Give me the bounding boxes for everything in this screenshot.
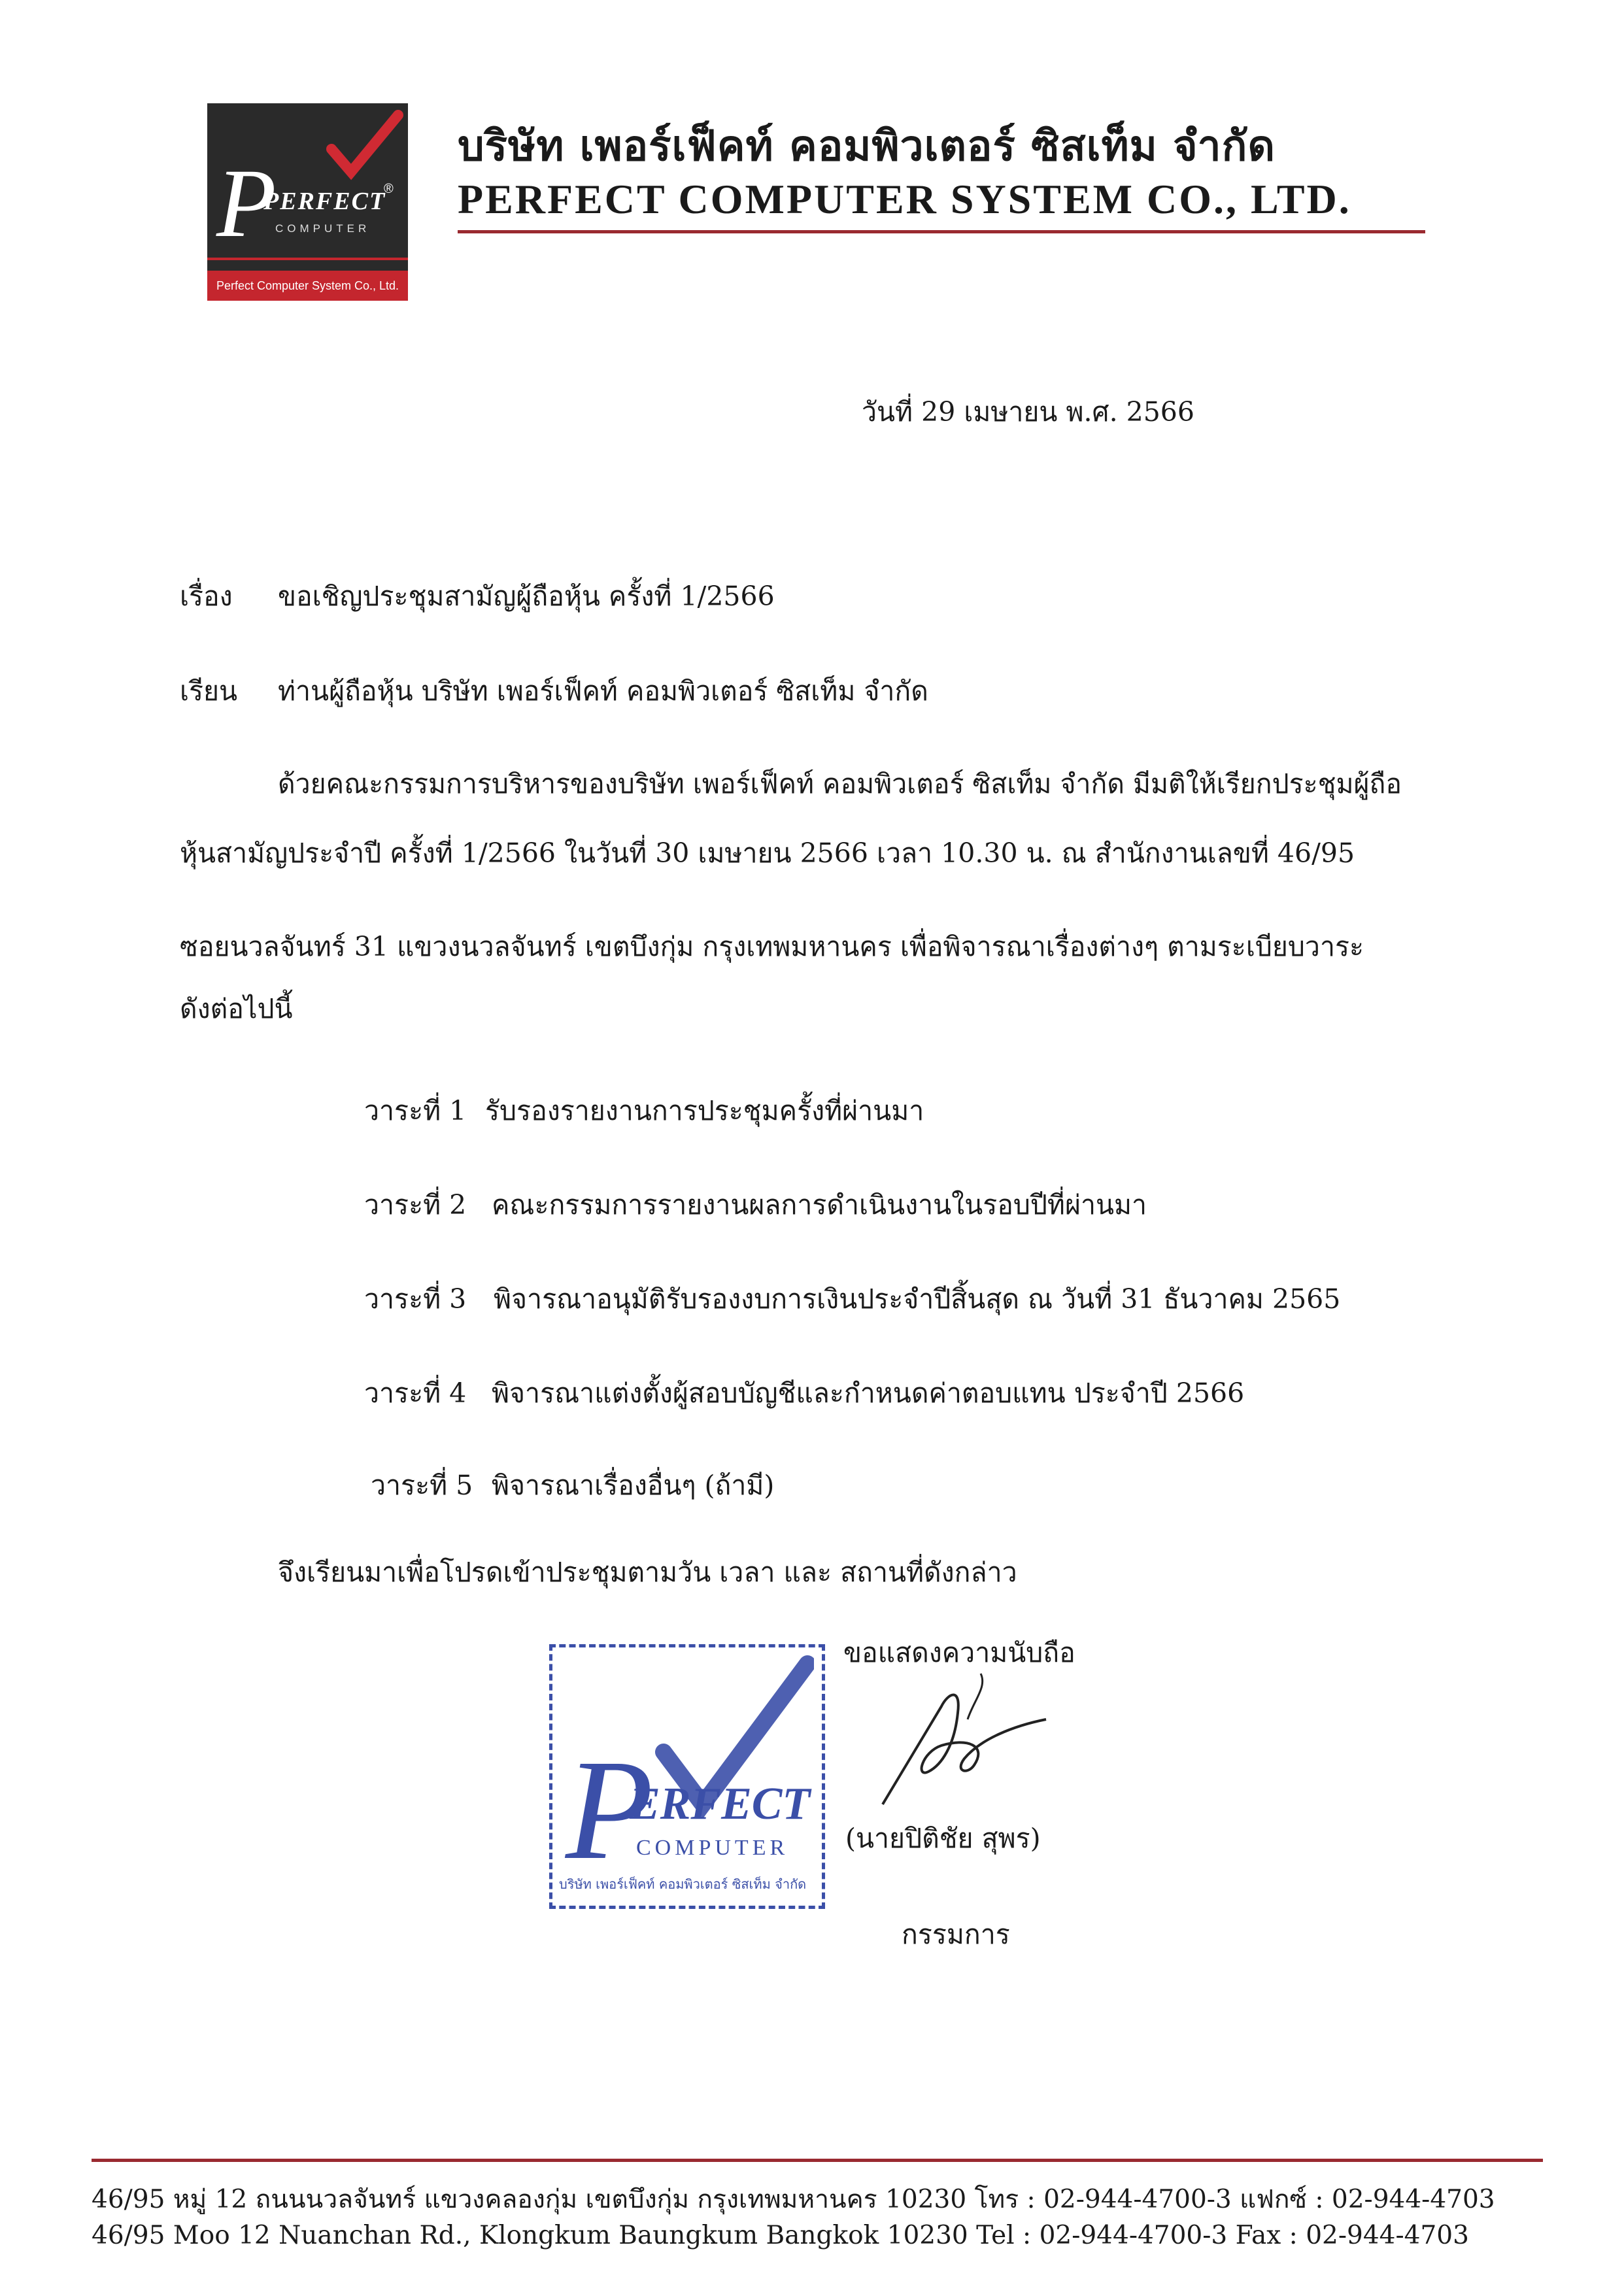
company-name-thai: บริษัท เพอร์เฟ็คท์ คอมพิวเตอร์ ซิสเท็ม จำกัด — [458, 122, 1276, 171]
company-logo: P PERFECT ® COMPUTER Perfect Computer System Co., Ltd. — [207, 103, 408, 301]
subject-label: เรื่อง — [180, 581, 233, 612]
footer-address-english: 46/95 Moo 12 Nuanchan Rd., Klongkum Baungkum Bangkok 10230 Tel : 02-944-4700-3 Fax : 02-944-4703 — [92, 2221, 1469, 2250]
stamp-text: บริษัท เพอร์เฟ็คท์ คอมพิวเตอร์ ซิสเท็ม จำกัด — [559, 1876, 807, 1892]
letter-date: วันที่ 29 เมษายน พ.ศ. 2566 — [862, 396, 1194, 428]
agenda-text: คณะกรรมการรายงานผลการดำเนินงานในรอบปีที่ผ่านมา — [492, 1189, 1147, 1221]
logo-brand: PERFECT — [263, 188, 386, 215]
body-line: ซอยนวลจันทร์ 31 แขวงนวลจันทร์ เขตบึงกุ่ม กรุงเทพมหานคร เพื่อพิจารณาเรื่องต่างๆ ตามระเบียบวาระ — [180, 931, 1364, 962]
agenda-text: พิจารณาอนุมัติรับรองงบการเงินประจำปีสิ้นสุด ณ วันที่ 31 ธันวาคม 2565 — [494, 1283, 1341, 1315]
footer-address-thai: 46/95 หมู่ 12 ถนนนวลจันทร์ แขวงคลองกุ่ม เขตบึงกุ่ม กรุงเทพมหานคร 10230 โทร : 02-944-4700-3 แฟกซ์ : 02-944-4703 — [92, 2185, 1495, 2214]
stamp-brand: ERFECT — [630, 1779, 811, 1829]
agenda-text: พิจารณาแต่งตั้งผู้สอบบัญชีและกำหนดค่าตอบแทน ประจำปี 2566 — [492, 1377, 1245, 1409]
agenda-text: รับรองรายงานการประชุมครั้งที่ผ่านมา — [485, 1095, 924, 1126]
stamp-brand-sub: COMPUTER — [636, 1836, 789, 1860]
logo-brand-sub: COMPUTER — [275, 222, 371, 235]
recipient-label: เรียน — [180, 675, 238, 707]
company-stamp: P ERFECT COMPUTER บริษัท เพอร์เฟ็คท์ คอมพิวเตอร์ ซิสเท็ม จำกัด — [549, 1644, 825, 1909]
agenda-label: วาระที่ 5 — [371, 1470, 473, 1501]
company-name-english: PERFECT COMPUTER SYSTEM CO., LTD. — [458, 176, 1351, 222]
footer-divider — [92, 2159, 1543, 2162]
agenda-label: วาระที่ 3 — [364, 1283, 467, 1315]
recipient-text: ท่านผู้ถือหุ้น บริษัท เพอร์เฟ็คท์ คอมพิวเตอร์ ซิสเท็ม จำกัด — [278, 675, 928, 707]
header-divider — [458, 230, 1425, 233]
signer-title: กรรมการ — [902, 1919, 1010, 1950]
closing-text: จึงเรียนมาเพื่อโปรดเข้าประชุมตามวัน เวลา และ สถานที่ดังกล่าว — [278, 1557, 1017, 1588]
body-line: ดังต่อไปนี้ — [180, 993, 293, 1024]
body-line: หุ้นสามัญประจำปี ครั้งที่ 1/2566 ในวันที่ 30 เมษายน 2566 เวลา 10.30 น. ณ สำนักงานเลขที่ 46/95 — [180, 837, 1355, 869]
agenda-label: วาระที่ 4 — [364, 1377, 467, 1409]
agenda-label: วาระที่ 1 — [364, 1095, 467, 1126]
regards-text: ขอแสดงความนับถือ — [843, 1637, 1075, 1668]
subject-text: ขอเชิญประชุมสามัญผู้ถือหุ้น ครั้งที่ 1/2566 — [278, 581, 775, 612]
signer-name: (นายปิติชัย สุพร) — [845, 1823, 1041, 1854]
agenda-label: วาระที่ 2 — [364, 1189, 467, 1221]
agenda-text: พิจารณาเรื่องอื่นๆ (ถ้ามี) — [492, 1470, 775, 1501]
logo-tagline: Perfect Computer System Co., Ltd. — [207, 271, 408, 301]
signature — [876, 1661, 1085, 1811]
red-checkmark-icon — [325, 110, 403, 182]
registered-mark: ® — [384, 182, 394, 196]
body-line: ด้วยคณะกรรมการบริหารของบริษัท เพอร์เฟ็คท์ คอมพิวเตอร์ ซิสเท็ม จำกัด มีมติให้เรียกประชุมผู้ถือ — [278, 768, 1402, 800]
